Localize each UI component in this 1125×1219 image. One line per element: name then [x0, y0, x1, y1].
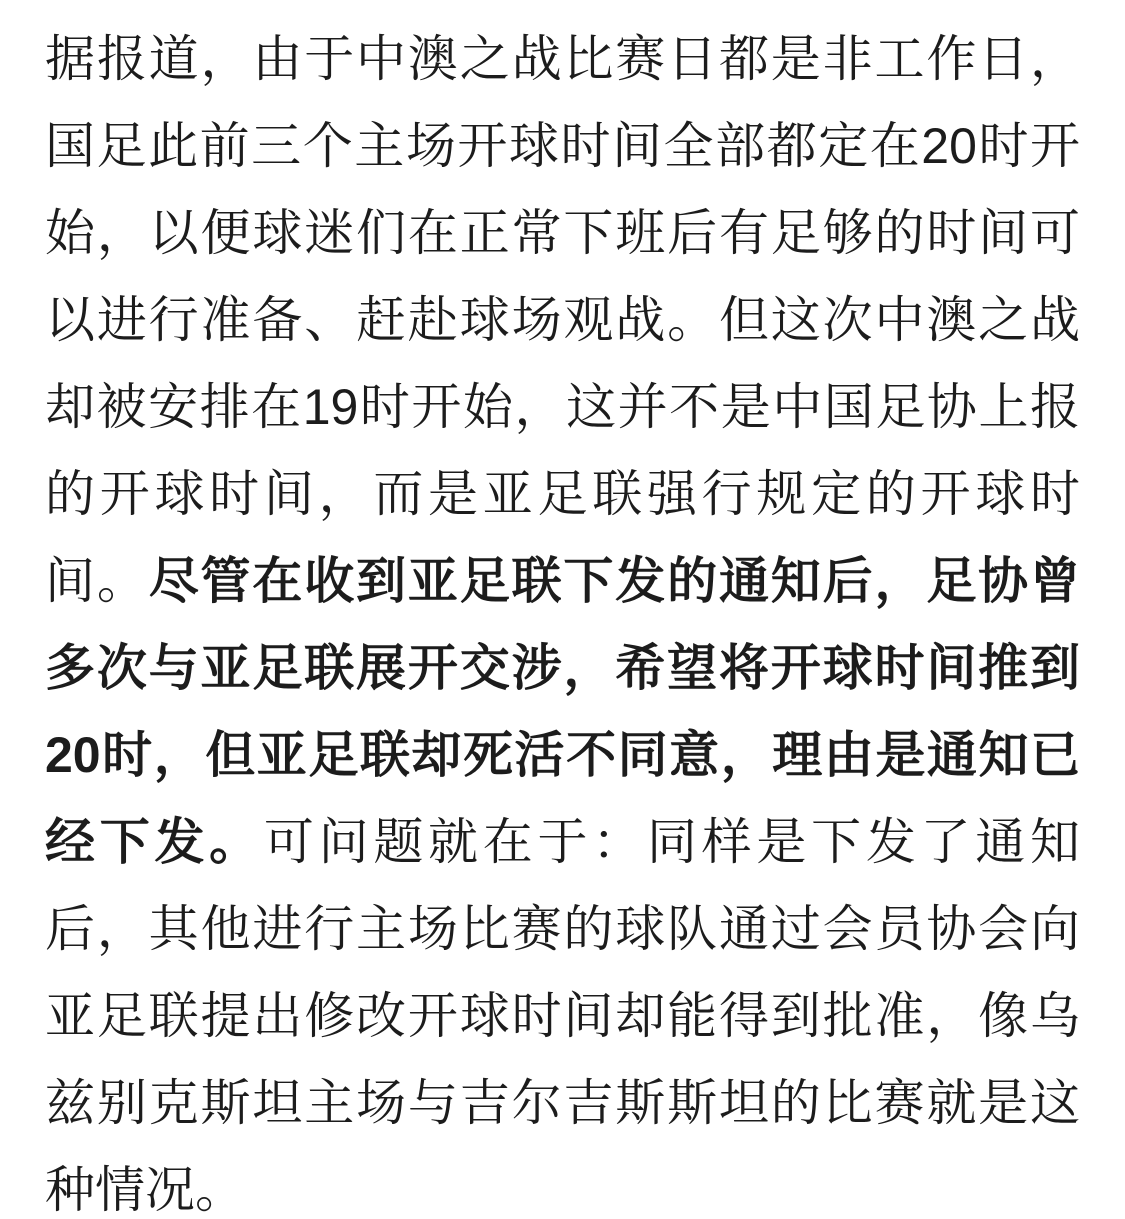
bold-text-segment: 经下发。	[45, 814, 264, 870]
bold-text-segment: 尽管在收到亚足联下发的通知后，足协曾	[148, 553, 1080, 609]
text-line	[45, 886, 1080, 973]
bold-text-segment: 20时，但亚足联却死活不同意，理由是通知已	[45, 727, 1080, 783]
text-line	[45, 190, 1080, 277]
text-line	[45, 1060, 1080, 1147]
text-segment: 据报道，由于中澳之战比赛日都是非工作日，	[45, 31, 1080, 87]
text-line	[45, 103, 1080, 190]
text-segment: 国足此前三个主场开球时间全部都定在20时开	[45, 118, 1080, 174]
text-line	[45, 16, 1080, 103]
text-line	[45, 625, 1080, 712]
article-text	[45, 16, 1080, 1219]
text-segment: 的开球时间，而是亚足联强行规定的开球时	[45, 466, 1080, 522]
text-line	[45, 712, 1080, 799]
text-line	[45, 364, 1080, 451]
bold-text-segment: 多次与亚足联展开交涉，希望将开球时间推到	[45, 640, 1080, 696]
text-segment: 可问题就在于：同样是下发了通知	[263, 814, 1080, 870]
text-segment: 始，以便球迷们在正常下班后有足够的时间可	[45, 205, 1080, 261]
text-line	[45, 973, 1080, 1060]
text-line	[45, 538, 1080, 625]
text-segment: 亚足联提出修改开球时间却能得到批准，像乌	[45, 988, 1080, 1044]
text-line	[45, 1147, 1080, 1219]
text-segment: 却被安排在19时开始，这并不是中国足协上报	[45, 379, 1080, 435]
text-segment: 间。	[45, 553, 149, 609]
text-segment: 兹别克斯坦主场与吉尔吉斯斯坦的比赛就是这	[45, 1075, 1080, 1131]
text-line	[45, 451, 1080, 538]
text-line	[45, 277, 1080, 364]
text-segment: 后，其他进行主场比赛的球队通过会员协会向	[45, 901, 1080, 957]
text-line	[45, 799, 1080, 886]
text-segment: 种情况。	[45, 1162, 245, 1218]
text-segment: 以进行准备、赶赴球场观战。但这次中澳之战	[45, 292, 1080, 348]
